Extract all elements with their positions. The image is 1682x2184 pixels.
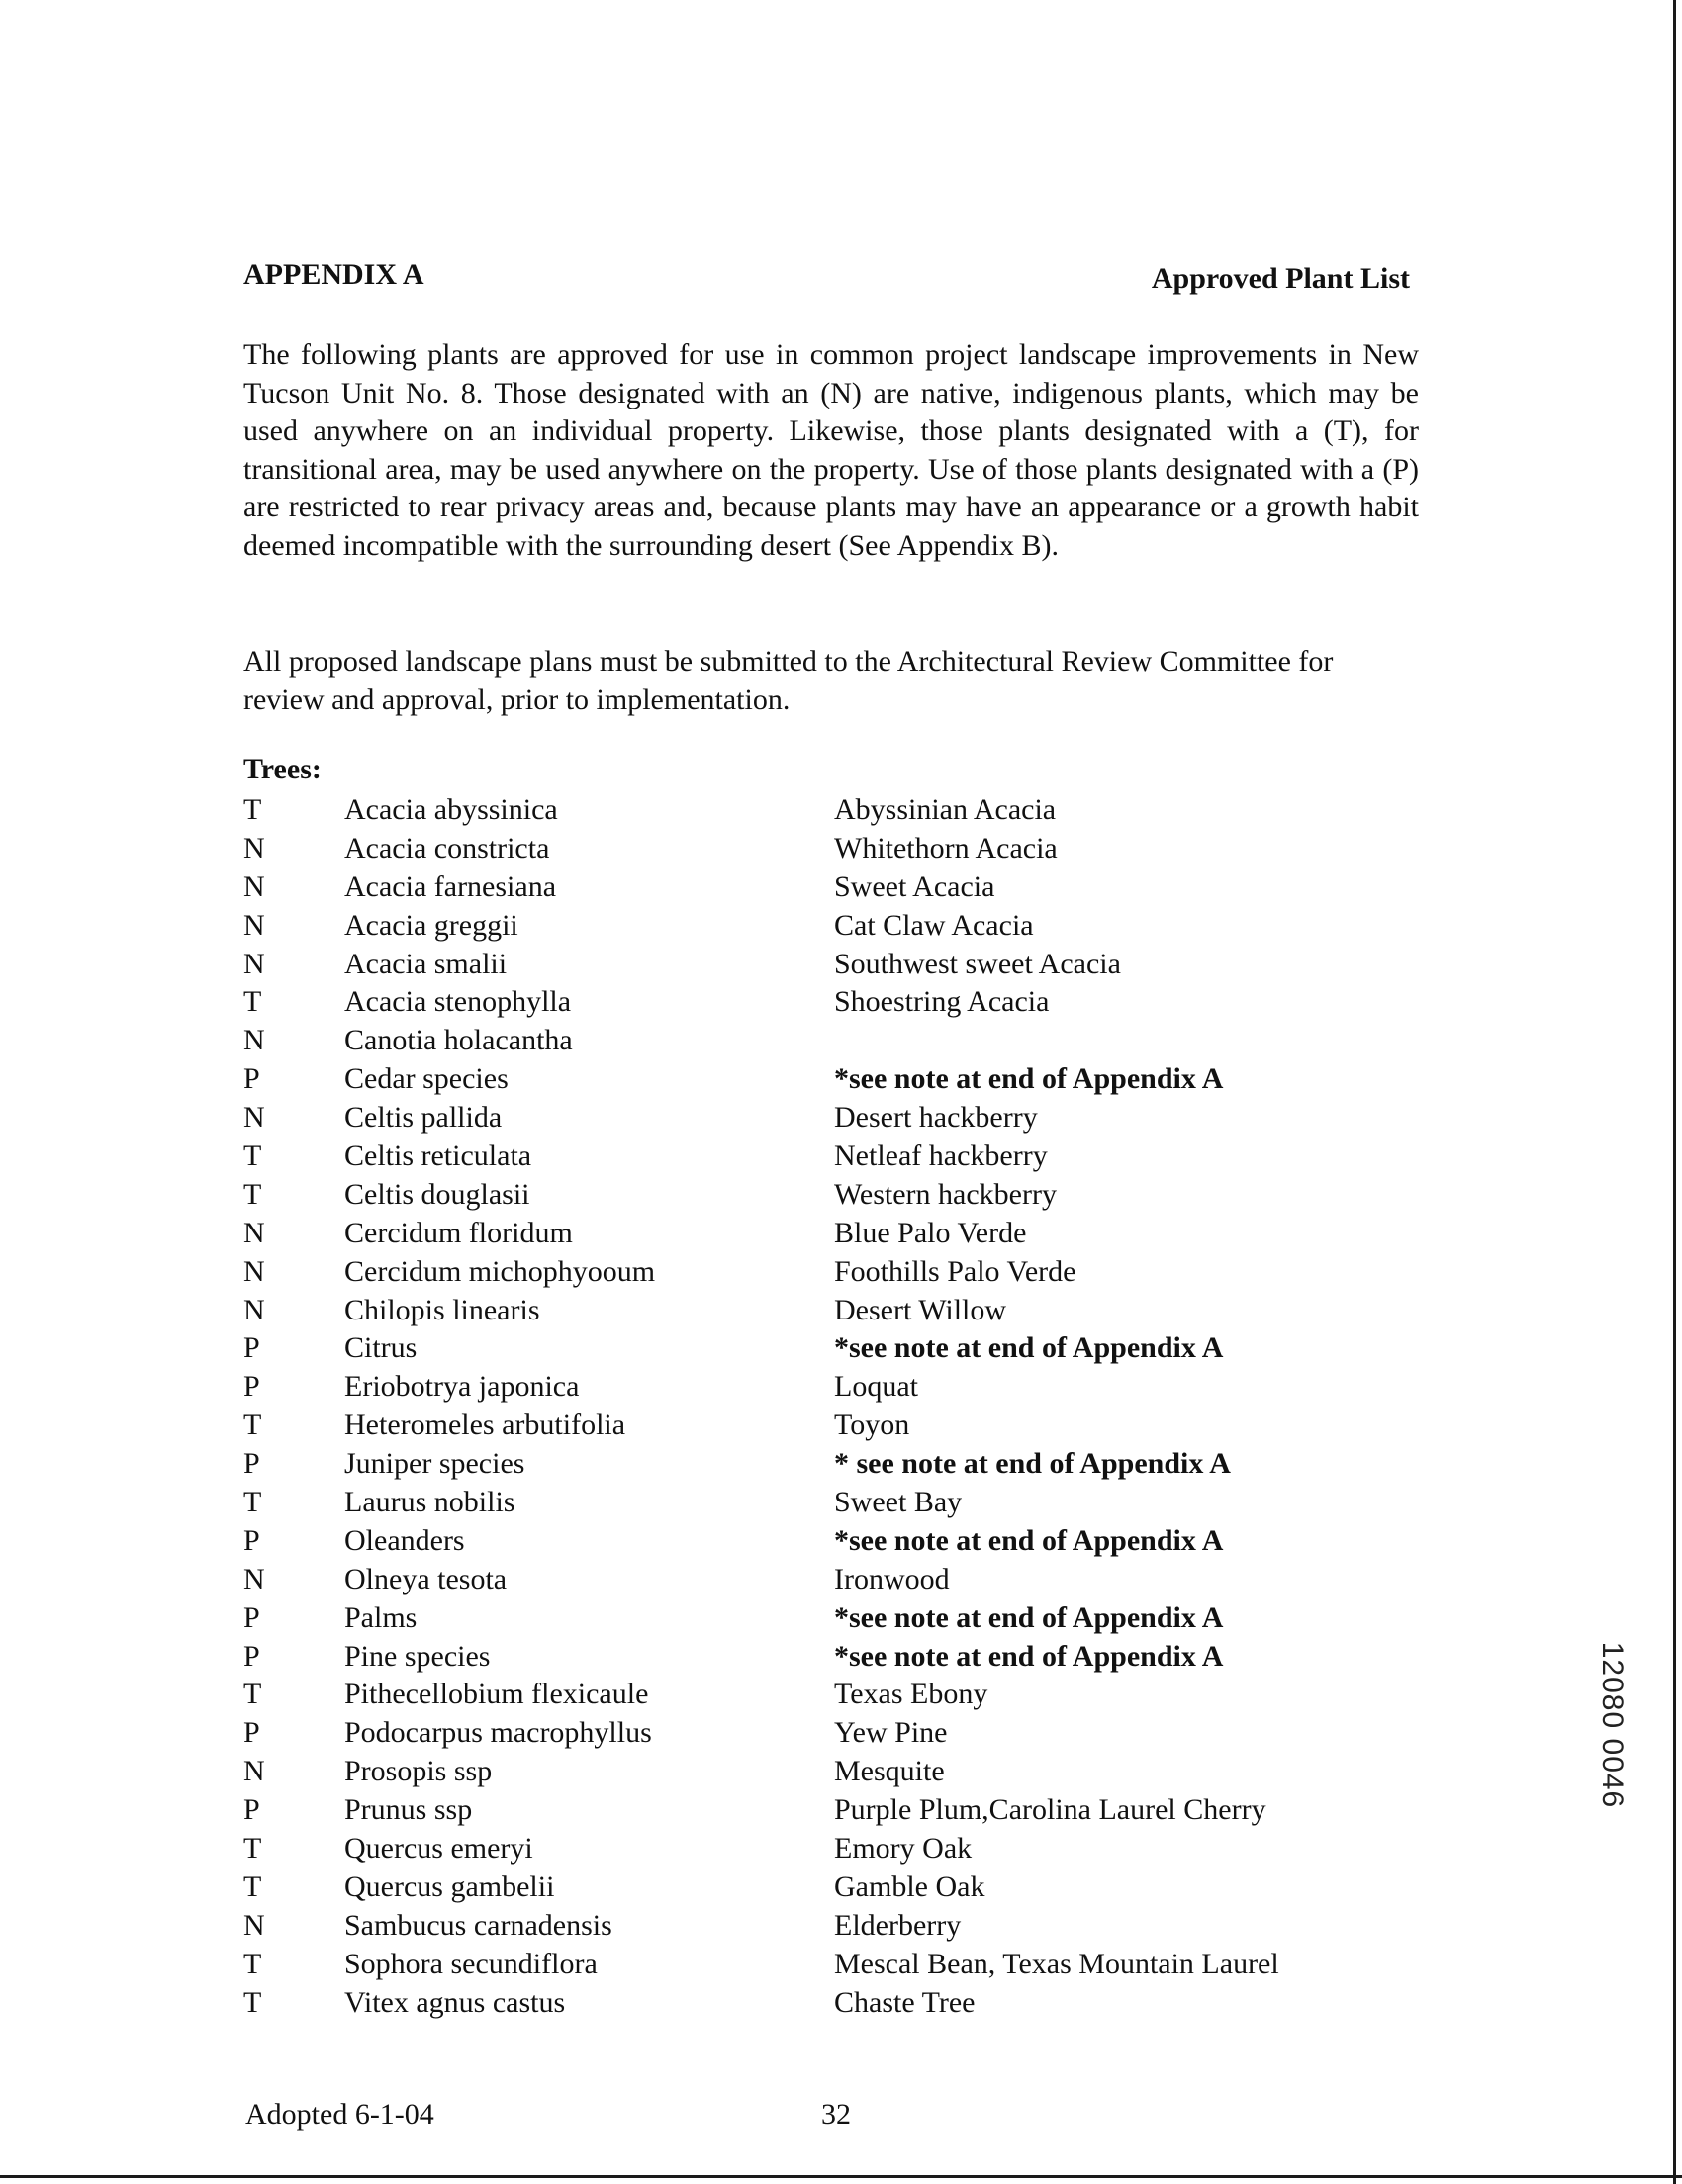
plant-row [243, 907, 1431, 946]
plant-row [243, 1830, 1431, 1868]
plant-code: N [243, 1293, 265, 1326]
plant-common-name: Sweet Acacia [834, 869, 995, 903]
plant-code: P [243, 1793, 260, 1827]
plant-botanical-name: Cercidum michophyooum [344, 1254, 656, 1288]
plant-botanical-name: Olneya tesota [344, 1562, 508, 1595]
plant-note: *see note at end of Appendix A [834, 1600, 1224, 1634]
plant-row [243, 1407, 1431, 1445]
plant-common-name: Mescal Bean, Texas Mountain Laurel [834, 1947, 1279, 1980]
plant-botanical-name: Laurus nobilis [344, 1486, 515, 1519]
plant-code: N [243, 1755, 265, 1788]
document-stamp-text: 12080 0046 [1596, 1641, 1629, 1809]
trees-heading: Trees: [243, 753, 322, 785]
plant-row [243, 1329, 1431, 1368]
plant-row [243, 1060, 1431, 1099]
plant-code: N [243, 1908, 265, 1942]
plant-row [243, 1561, 1431, 1599]
plant-common-name: Gamble Oak [834, 1869, 985, 1903]
plant-code: P [243, 1062, 260, 1096]
list-title: Approved Plant List [1151, 262, 1410, 295]
plant-row [243, 1445, 1431, 1484]
review-paragraph: All proposed landscape plans must be submitted to the Architectural Review Committee for review and approval, prior to implementation. [243, 645, 1334, 716]
plant-row [243, 791, 1431, 830]
plant-row [243, 983, 1431, 1022]
plant-code: P [243, 1600, 260, 1634]
plant-row [243, 830, 1431, 868]
plant-note: *see note at end of Appendix A [834, 1331, 1224, 1365]
plant-botanical-name: Quercus emeryi [344, 1832, 533, 1866]
plant-code: N [243, 869, 265, 903]
plant-row [243, 868, 1431, 907]
plant-botanical-name: Celtis douglasii [344, 1177, 530, 1211]
plant-botanical-name: Juniper species [344, 1447, 525, 1481]
plant-note: *see note at end of Appendix A [834, 1523, 1224, 1557]
plant-common-name: Texas Ebony [834, 1678, 988, 1711]
plant-botanical-name: Acacia greggii [344, 908, 518, 942]
plant-botanical-name: Cedar species [344, 1062, 509, 1096]
plant-common-name: Chaste Tree [834, 1985, 976, 2019]
plant-botanical-name: Sophora secundiflora [344, 1947, 598, 1980]
plant-row [243, 1868, 1431, 1907]
plant-row [243, 1176, 1431, 1215]
plant-botanical-name: Chilopis linearis [344, 1293, 540, 1326]
plant-common-name: Desert Willow [834, 1293, 1007, 1326]
plant-code: N [243, 947, 265, 980]
plant-code: T [243, 1985, 262, 2019]
plant-code: P [243, 1331, 260, 1365]
plant-botanical-name: Eriobotrya japonica [344, 1370, 580, 1404]
plant-common-name: Blue Palo Verde [834, 1216, 1027, 1249]
plant-botanical-name: Citrus [344, 1331, 418, 1365]
plant-common-name: Netleaf hackberry [834, 1139, 1048, 1173]
plant-botanical-name: Acacia abyssinica [344, 793, 558, 826]
plant-row [243, 1292, 1431, 1330]
plant-botanical-name: Sambucus carnadensis [344, 1908, 612, 1942]
plant-row [243, 1599, 1431, 1638]
plant-code: N [243, 831, 265, 864]
plant-row [243, 1099, 1431, 1138]
plant-botanical-name: Oleanders [344, 1523, 465, 1557]
plant-code: N [243, 1216, 265, 1249]
plant-note: *see note at end of Appendix A [834, 1639, 1224, 1673]
plant-common-name: Cat Claw Acacia [834, 908, 1034, 942]
plant-code: P [243, 1639, 260, 1673]
plant-common-name: Shoestring Acacia [834, 985, 1050, 1019]
plant-row [243, 1253, 1431, 1292]
appendix-label: APPENDIX A [243, 258, 424, 291]
plant-botanical-name: Palms [344, 1600, 418, 1634]
plant-botanical-name: Prosopis ssp [344, 1755, 493, 1788]
plant-botanical-name: Celtis reticulata [344, 1139, 532, 1173]
plant-botanical-name: Quercus gambelii [344, 1869, 555, 1903]
plant-row [243, 1946, 1431, 1984]
plant-common-name: Sweet Bay [834, 1486, 963, 1519]
intro-paragraph: The following plants are approved for use in common project landscape improvements in New Tucson Unit No. 8. Those designated with an (N) are native, indigenous plants, which may be used anywhere on an individual property. Likewise, those plants designated with a (T), for transitional area, may be used anywhere on the property. Use of those plants designated with a (P) are restricted to rear privacy areas and, because plants may have an appearance or a growth habit deemed incompatible with the surrounding desert (See Appendix B). [243, 338, 1419, 562]
plant-botanical-name: Celtis pallida [344, 1101, 503, 1135]
plant-row [243, 1791, 1431, 1830]
page-edge-right [1673, 0, 1676, 2184]
plant-botanical-name: Acacia smalii [344, 947, 508, 980]
page-edge-bottom [0, 2175, 1682, 2178]
plant-note: * see note at end of Appendix A [834, 1447, 1231, 1481]
plant-common-name: Desert hackberry [834, 1101, 1038, 1135]
plant-code: P [243, 1447, 260, 1481]
plant-code: N [243, 1254, 265, 1288]
plant-botanical-name: Pithecellobium flexicaule [344, 1678, 649, 1711]
plant-botanical-name: Acacia constricta [344, 831, 550, 864]
plant-row [243, 1368, 1431, 1407]
plant-common-name: Loquat [834, 1370, 918, 1404]
plant-common-name: Yew Pine [834, 1716, 948, 1750]
plant-code: T [243, 1832, 262, 1866]
plant-botanical-name: Canotia holacantha [344, 1024, 573, 1057]
plant-code: P [243, 1370, 260, 1404]
plant-common-name: Emory Oak [834, 1832, 973, 1866]
plant-code: T [243, 1177, 262, 1211]
plant-row [243, 1714, 1431, 1753]
plant-botanical-name: Heteromeles arbutifolia [344, 1409, 626, 1442]
plant-code: T [243, 1486, 262, 1519]
plant-common-name: Purple Plum,Carolina Laurel Cherry [834, 1793, 1266, 1827]
plant-row [243, 946, 1431, 984]
plant-botanical-name: Prunus ssp [344, 1793, 473, 1827]
plant-botanical-name: Vitex agnus castus [344, 1985, 566, 2019]
page-number: 32 [821, 2098, 851, 2131]
plant-botanical-name: Acacia stenophylla [344, 985, 572, 1019]
plant-list [243, 791, 1431, 2023]
plant-row [243, 1676, 1431, 1714]
plant-row [243, 1484, 1431, 1522]
plant-code: N [243, 1024, 265, 1057]
plant-row [243, 1215, 1431, 1253]
plant-code: N [243, 908, 265, 942]
plant-code: T [243, 1947, 262, 1980]
plant-botanical-name: Pine species [344, 1639, 491, 1673]
plant-common-name: Abyssinian Acacia [834, 793, 1057, 826]
plant-code: N [243, 1562, 265, 1595]
plant-note: *see note at end of Appendix A [834, 1062, 1224, 1096]
plant-row [243, 1753, 1431, 1791]
plant-common-name: Western hackberry [834, 1177, 1057, 1211]
plant-common-name: Elderberry [834, 1908, 962, 1942]
plant-common-name: Foothills Palo Verde [834, 1254, 1076, 1288]
plant-code: T [243, 1678, 262, 1711]
plant-row [243, 1907, 1431, 1946]
plant-code: T [243, 1409, 262, 1442]
plant-common-name: Whitethorn Acacia [834, 831, 1058, 864]
plant-common-name: Toyon [834, 1409, 910, 1442]
plant-botanical-name: Podocarpus macrophyllus [344, 1716, 652, 1750]
plant-code: N [243, 1101, 265, 1135]
plant-code: P [243, 1716, 260, 1750]
plant-code: T [243, 1139, 262, 1173]
plant-row [243, 1138, 1431, 1176]
plant-row [243, 1522, 1431, 1561]
plant-common-name: Mesquite [834, 1755, 945, 1788]
plant-code: T [243, 985, 262, 1019]
plant-code: P [243, 1523, 260, 1557]
adopted-date: Adopted 6-1-04 [245, 2098, 434, 2131]
plant-code: T [243, 1869, 262, 1903]
plant-botanical-name: Acacia farnesiana [344, 869, 557, 903]
plant-row [243, 1638, 1431, 1677]
plant-common-name: Ironwood [834, 1562, 950, 1595]
document-stamp [1595, 1587, 1629, 1864]
plant-botanical-name: Cercidum floridum [344, 1216, 573, 1249]
plant-code: T [243, 793, 262, 826]
plant-row [243, 1022, 1431, 1060]
plant-row [243, 1984, 1431, 2023]
plant-common-name: Southwest sweet Acacia [834, 947, 1121, 980]
